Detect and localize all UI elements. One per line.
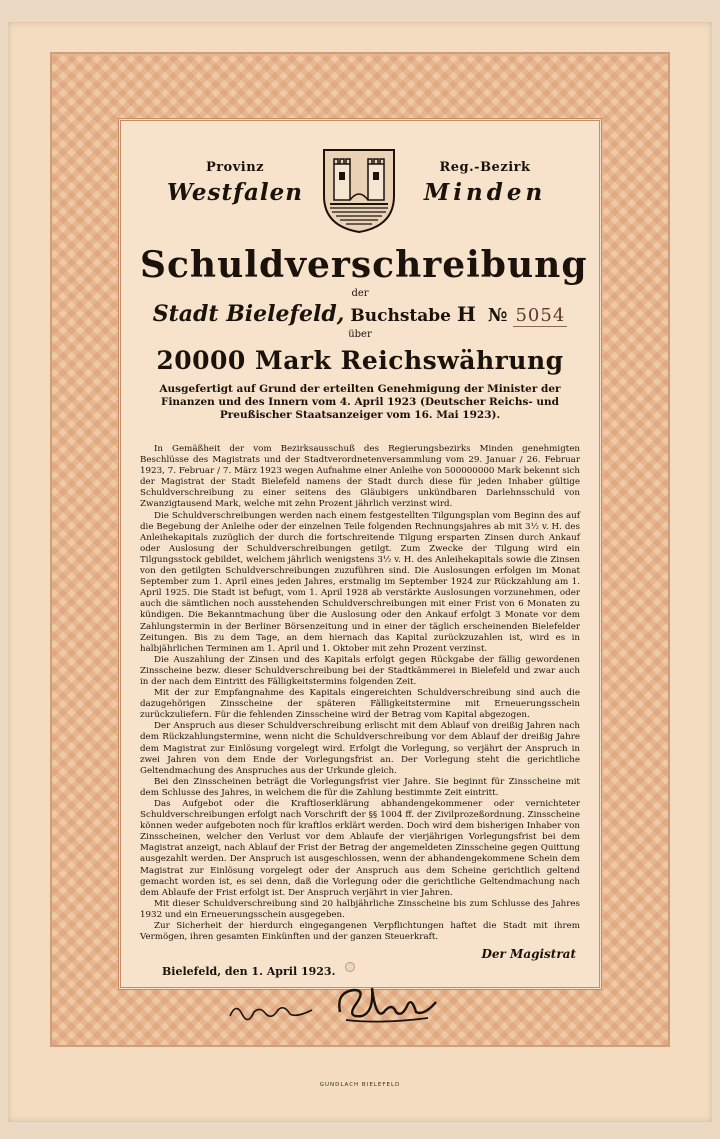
district-label: Reg.-Bezirk bbox=[439, 160, 531, 175]
punch-hole bbox=[345, 962, 355, 972]
issuer-city: Stadt Bielefeld, bbox=[152, 301, 345, 327]
terms-paragraph: Die Schuldverschreibungen werden nach einem festgestellten Tilgungsplan vom Beginn des auf die Begebung der Anleihe oder der einzelnen Teile folgenden Rechnungsjahres ab mit 3½ v. H. des Anleihekapitals zuzüglich der durch die fortschreitende Tilgung ersparten Zinsen durch Ankauf oder Auslosung der Schuldverschreibungen getilgt. Zum Zwecke der Tilgung wird ein Tilgungsstock gebildet, welchem jährlich wenigstens 3½ v. H. des Anleihekapitals sowie die Zinsen von den getilgten Schuldverschreibungen zuzuführen sind. Die Auslosungen erfolgen im Monat September zum 1. April eines jeden Jahres, erstmalig im September 1924 zur Rückzahlung am 1. April 1925. Die Stadt ist befugt, vom 1. April 1928 ab verstärkte Auslosungen vorzunehmen, oder auch die sämtlichen noch ausstehenden Schuldverschreibungen mit einer Frist von 6 Monaten zu kündigen. Die Bekanntmachung über die Auslosung oder den Ankauf erfolgt 3 Monate vor dem Zahlungstermin in der Berliner Börsenzeitung und in einer der täglich erscheinenden Bielefelder Zeitungen. Bis zu dem Tage, an dem hiernach das Kapital zurückzuzahlen ist, wird es in halbjährlichen Terminen am 1. April und 1. Oktober mit zehn Prozent verzinst. bbox=[140, 510, 580, 654]
bond-content bbox=[140, 138, 588, 1032]
terms-paragraph: Bei den Zinsscheinen beträgt die Vorlegungsfrist vier Jahre. Sie beginnt für Zinsscheine mit dem Schlusse des Jahres, in welchem die für die Zahlung bestimmte Zeit eintritt. bbox=[140, 776, 580, 798]
terms-paragraph: Zur Sicherheit der hierdurch eingegangenen Verpflichtungen haftet die Stadt mit ihrem Vermögen, ihren gesamten Einkünften und der ganzen Steuerkraft. bbox=[140, 921, 580, 943]
serial-number: 5054 bbox=[515, 305, 566, 326]
district-name: Minden bbox=[423, 179, 547, 206]
signatures bbox=[140, 982, 580, 1032]
terms-text bbox=[140, 444, 580, 943]
coat-of-arms-icon bbox=[322, 148, 396, 234]
number-sign: № bbox=[487, 305, 508, 326]
der-word: der bbox=[351, 288, 369, 299]
ueber-word: über bbox=[348, 329, 372, 340]
authorization-text: Ausgefertigt auf Grund der erteilten Genehmigung der Minister der Finanzen und des Innern vom 4. April 1923 (Deutscher Reichs- und Preußischer Staatsanzeiger vom 16. Mai 1923). bbox=[159, 383, 561, 421]
letter-label: Buchstabe bbox=[350, 306, 451, 326]
magistrat-label: Der Magistrat bbox=[481, 947, 576, 962]
document-title: Schuldverschreibung bbox=[140, 244, 588, 286]
issue-date: Bielefeld, den 1. April 1923. bbox=[162, 965, 336, 979]
terms-paragraph: Mit dieser Schuldverschreibung sind 20 halbjährliche Zinsscheine bis zum Schlusse des Jahres 1932 und ein Erneuerungsschein ausgegeben. bbox=[140, 898, 580, 920]
province-block bbox=[160, 160, 310, 206]
printer-imprint: GUNDLACH BIELEFELD bbox=[319, 1082, 401, 1088]
terms-paragraph: In Gemäßheit der vom Bezirksausschuß des Regierungsbezirks Minden genehmigten Beschlüsse des Magistrats und der Stadtverordnetenversammlung vom 29. Januar / 26. Februar 1923, 7. Februar / 7. März 1923 wegen Aufnahme einer Anleihe von 500000000 Mark bekennt sich der Magistrat der Stadt Bielefeld namens der Stadt durch diese für jeden Inhaber gültige Schuldverschreibung zu einer seitens des Gläubigers unkündbaren Darlehnsschuld von Zwanzigtausend Mark, welche mit zehn Prozent jährlich verzinst wird. bbox=[140, 444, 580, 510]
terms-paragraph: Das Aufgebot oder die Kraftloserklärung abhandengekommener oder vernichteter Schuldverschreibungen erfolgt nach Vorschrift der §§ 1004 ff. der Zivilprozeßordnung. Zinsscheine können weder aufgeboten noch für kraftlos erklärt werden. Doch wird dem bisherigen Inhaber von Zinsscheinen, welcher den Verlust vor dem Ablaufe der vierjährigen Vorlegungsfrist bei dem Magistrat anzeigt, nach Ablauf der Frist der Betrag der angemeldeten Zinsscheine gegen Quittung ausgezahlt werden. Der Anspruch ist ausgeschlossen, wenn der abhandengekommene Schein dem Magistrat zur Einlösung vorgelegt oder der Anspruch aus dem Scheine gerichtlich geltend gemacht worden ist, es sei denn, daß die Vorlegung oder die gerichtliche Geltendmachung nach dem Ablaufe der Frist erfolgt ist. Der Anspruch verjährt in vier Jahren. bbox=[140, 799, 580, 898]
terms-paragraph: Die Auszahlung der Zinsen und des Kapitals erfolgt gegen Rückgabe der fällig gewordenen Zinsscheine bezw. dieser Schuldverschreibung bei der Stadtkämmerei in Bielefeld und zwar auch in der nach dem Eintritt des Fälligkeitstermins folgenden Zeit. bbox=[140, 654, 580, 687]
bond-amount: 20000 Mark Reichswährung bbox=[156, 346, 564, 375]
district-block bbox=[410, 160, 560, 206]
province-name: Westfalen bbox=[166, 179, 304, 206]
terms-paragraph: Mit der zur Empfangnahme des Kapitals eingereichten Schuldverschreibung sind auch die dazugehörigen Zinsscheine der späteren Fälligkeitstermine mit Erneuerungsschein zurückzuliefern. Für die fehlenden Zinsscheine wird der Betrag vom Kapital abgezogen. bbox=[140, 688, 580, 721]
series-letter: H bbox=[456, 302, 476, 326]
signature-1-icon bbox=[226, 996, 316, 1026]
province-label: Provinz bbox=[205, 160, 265, 175]
issuer-row bbox=[140, 301, 580, 327]
header-row bbox=[140, 138, 580, 238]
signature-2-icon bbox=[332, 982, 442, 1026]
terms-paragraph: Der Anspruch aus dieser Schuldverschreibung erlischt mit dem Ablauf von dreißig Jahren nach dem Rückzahlungstermine, wenn nicht die Schuldverschreibung vor dem Ablauf der dreißig Jahre dem Magistrat zur Einlösung vorgelegt wird. Erfolgt die Vorlegung, so verjährt der Anspruch in zwei Jahren von dem Ende der Vorlegungsfrist an. Der Vorlegung steht die gerichtliche Geltendmachung des Anspruches aus der Urkunde gleich. bbox=[140, 721, 580, 776]
